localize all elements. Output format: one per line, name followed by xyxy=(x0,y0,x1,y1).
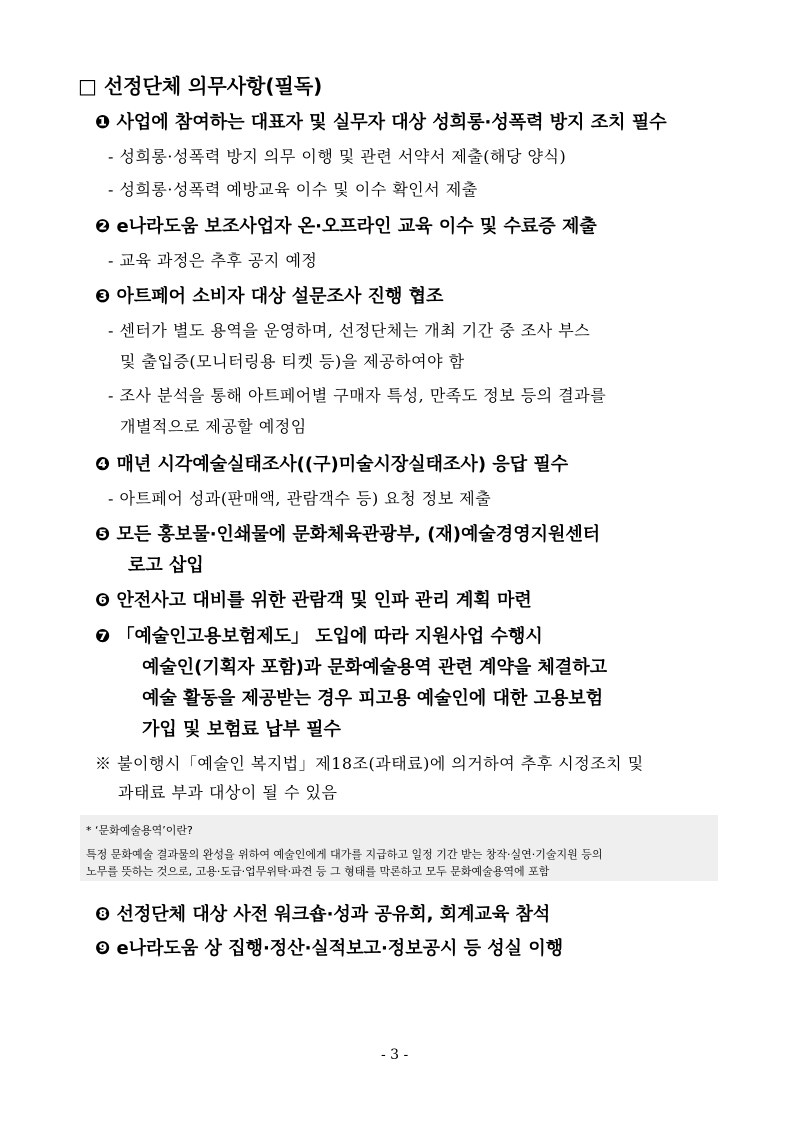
item-2-heading: ❷ e나라도움 보조사업자 온·오프라인 교육 이수 및 수료증 제출 xyxy=(95,216,597,237)
item-3-sub-1: - 센터가 별도 용역을 운영하며, 선정단체는 개최 기간 중 조사 부스 xyxy=(108,321,591,340)
item-8-heading: ❽ 선정단체 대상 사전 워크숍·성과 공유회, 회계교육 참석 xyxy=(95,904,551,925)
item-4-heading: ❹ 매년 시각예술실태조사((구)미술시장실태조사) 응답 필수 xyxy=(95,454,569,475)
item-7-line-2: 예술 활동을 제공받는 경우 피고용 예술인에 대한 고용보험 xyxy=(142,688,604,709)
remark-line-2: 과태료 부과 대상이 될 수 있음 xyxy=(118,783,338,802)
item-5-heading-cont: 로고 삽입 xyxy=(128,555,204,576)
item-3-sub-2-cont: 개별적으로 제공할 예정임 xyxy=(120,417,307,436)
item-3-sub-1-cont: 및 출입증(모니터링용 티켓 등)을 제공하여야 함 xyxy=(120,352,465,371)
item-2-sub-1: - 교육 과정은 추후 공지 예정 xyxy=(108,251,318,270)
item-5-heading: ❺ 모든 홍보물·인쇄물에 문화체육관광부, (재)예술경영지원센터 xyxy=(95,524,601,545)
item-7-line-3: 가입 및 보험료 납부 필수 xyxy=(142,719,341,740)
item-1-sub-1: - 성희롱·성폭력 방지 의무 이행 및 관련 서약서 제출(해당 양식) xyxy=(108,147,567,166)
item-3-sub-2: - 조사 분석을 통해 아트페어별 구매자 특성, 만족도 정보 등의 결과를 xyxy=(108,386,607,405)
remark-line-1: ※ 불이행시「예술인 복지법」제18조(과태료)에 의거하여 추후 시정조치 및 xyxy=(95,754,644,773)
item-3-heading: ❸ 아트페어 소비자 대상 설문조사 진행 협조 xyxy=(95,286,444,307)
note-line-2: 노무를 뜻하는 것으로, 고용·도급·업무위탁·파견 등 그 형태를 막론하고 모두 문화예술용역에 포함 xyxy=(86,865,550,878)
item-7-line-1: 예술인(기획자 포함)과 문화예술용역 관련 계약을 체결하고 xyxy=(142,657,608,678)
note-line-1: 특정 문화예술 결과물의 완성을 위하여 예술인에게 대가를 지급하고 일정 기간 받는 창작·실연·기술지원 등의 xyxy=(86,848,603,861)
page-number: - 3 - xyxy=(381,1047,409,1063)
item-4-sub-1: - 아트페어 성과(판매액, 관람객수 등) 요청 정보 제출 xyxy=(108,489,492,508)
item-6-heading: ❻ 안전사고 대비를 위한 관람객 및 인파 관리 계획 마련 xyxy=(95,590,532,611)
note-title: * ‘문화예술용역’이란? xyxy=(86,824,193,837)
section-title: □ 선정단체 의무사항(필독) xyxy=(78,74,323,98)
item-7-heading: ❼ 「예술인고용보험제도」 도입에 따라 지원사업 수행시 xyxy=(95,626,543,647)
item-1-sub-2: - 성희롱·성폭력 예방교육 이수 및 이수 확인서 제출 xyxy=(108,180,478,199)
item-1-heading: ❶ 사업에 참여하는 대표자 및 실무자 대상 성희롱·성폭력 방지 조치 필수 xyxy=(95,112,667,133)
item-9-heading: ❾ e나라도움 상 집행·정산·실적보고·정보공시 등 성실 이행 xyxy=(95,938,564,959)
